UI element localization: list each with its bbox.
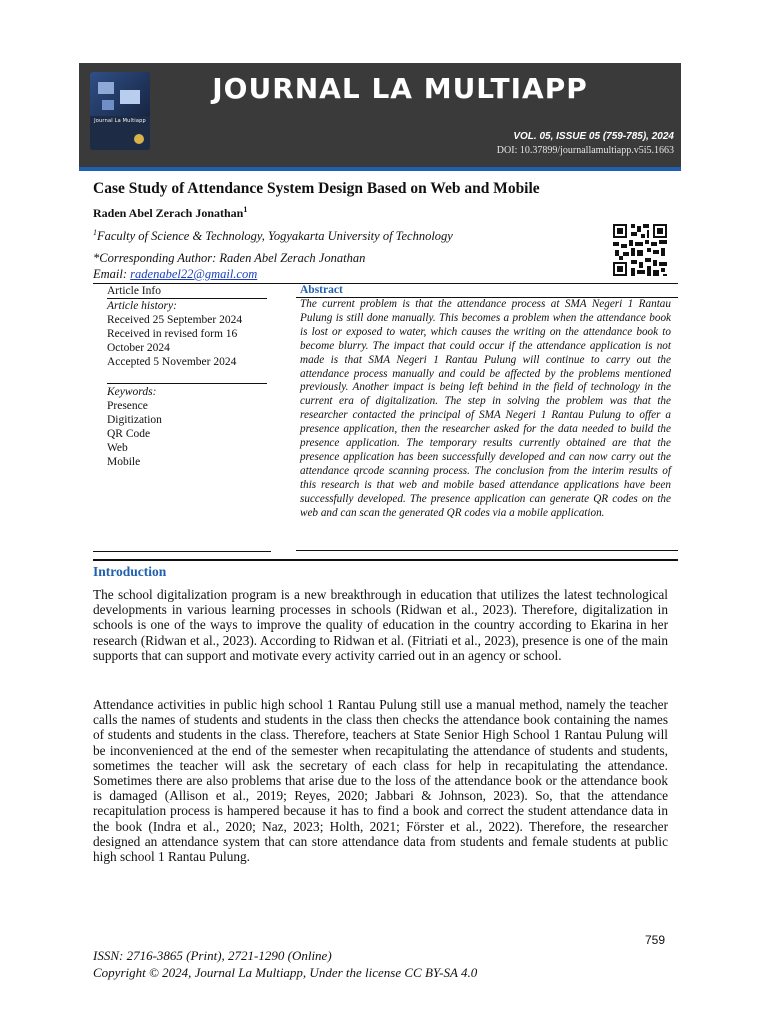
abstract-heading: Abstract — [300, 284, 343, 296]
doi[interactable]: DOI: 10.37899/journallamultiapp.v5i5.1663 — [496, 145, 674, 156]
author-name-text: Raden Abel Zerach Jonathan — [93, 206, 244, 220]
email-label: Email: — [93, 267, 131, 281]
keyword-item: Web — [107, 442, 128, 454]
received-date: Received 25 September 2024 — [107, 314, 243, 326]
copyright: Copyright © 2024, Journal La Multiapp, Under the license CC BY-SA 4.0 — [93, 965, 478, 980]
section-divider — [93, 559, 678, 561]
intro-paragraph-1: The school digitalization program is a new breakthrough in education that utilizes the latest technological developments in various learning processes in schools (Ridwan et al., 2023). Therefore, digitalization in schools is one of the ways to improve the quality of education in the country according to Ekarina in her research (Ridwan et al., 2023). According to Ridwan et al. (Fitriati et al., 2023), presence is one of the main supports that can support and motivate every activity carried out in an agency or school. — [93, 587, 668, 663]
revised-date-line1: Received in revised form 16 — [107, 328, 238, 340]
email-link[interactable]: radenabel22@gmail.com — [130, 267, 258, 281]
keyword-item: Presence — [107, 400, 148, 412]
author-name — [93, 205, 247, 221]
keywords-rule — [107, 383, 267, 384]
history-label: Article history: — [107, 300, 177, 312]
keywords-block — [107, 385, 272, 469]
introduction-heading: Introduction — [93, 564, 167, 579]
affiliation-superscript: 1 — [93, 228, 97, 237]
revised-date-line2: October 2024 — [107, 342, 170, 354]
banner-accent-stripe — [79, 167, 681, 171]
email-line — [93, 267, 257, 282]
accepted-date: Accepted 5 November 2024 — [107, 356, 237, 368]
abstract-bottom-rule — [296, 550, 678, 551]
journal-title: JOURNAL LA MULTIAPP — [212, 72, 588, 105]
cover-tile — [98, 82, 114, 94]
volume-issue: VOL. 05, ISSUE 05 (759-785), 2024 — [513, 131, 674, 142]
affiliation — [93, 228, 453, 244]
corresponding-author: *Corresponding Author: Raden Abel Zerach Jonathan — [93, 251, 366, 265]
cover-tile — [120, 90, 140, 104]
keyword-item: Mobile — [107, 456, 141, 468]
article-history — [107, 299, 272, 369]
article-info-heading: Article Info — [107, 285, 161, 297]
journal-cover-image — [90, 72, 150, 150]
author-superscript: 1 — [243, 205, 248, 214]
intro-paragraph-2: Attendance activities in public high school 1 Rantau Pulung still use a manual method, namely the teacher calls the names of students and students in the class then checks the attendance book containing the names of students and students in the class. Therefore, teachers at State Senior High School 1 Rantau Pulung will be inconvenienced at the end of the semester when recapitulating the attendance of students and students, sometimes the teacher will ask the secretary of each class for help in recapitulating the attendance. Sometimes there are also problems that arise due to the loss of the attendance book or the attendance book is damaged (Allison et al., 2019; Reyes, 2020; Jabbari & Johnson, 2023). So, that the attendance recapitulation process is hampered because it has to find a book and correct the student attendance data in the book (Indra et al., 2020; Naz, 2023; Holth, 2021; Förster et al., 2022). Therefore, the researcher designed an attendance system that can store attendance data from students and female students at public high school 1 Rantau Pulung. — [93, 697, 668, 865]
keywords-label: Keywords: — [107, 386, 157, 398]
cover-title: Journal La Multiapp — [94, 118, 146, 124]
issn: ISSN: 2716-3865 (Print), 2721-1290 (Online) — [93, 948, 332, 963]
cover-tile — [102, 100, 114, 110]
qr-code-icon — [613, 224, 667, 276]
info-top-rule — [93, 283, 678, 284]
keyword-item: QR Code — [107, 428, 151, 440]
abstract-text: The current problem is that the attendance process at SMA Negeri 1 Rantau Pulung is still done manually. This becomes a problem when the attendance book is lost or exposed to water, which causes the writing on the attendance book to become blurry. The impact that could occur if the attendance application is not made is that SMA Negeri 1 Rantau Pulung will continue to carry out the attendance process manually and could be affected by the problems mentioned previously. Another impact is being left behind in the field of technology in the current era of digitalization. The step in solving the problem was that the researcher contacted the principal of SMA Negeri 1 Rantau Pulung to offer a presence application, then the researcher asked for the data needed to build the presence application. The temporary results currently obtained are that the presence application has been successfully developed and can now carry out the attendance qrcode scanning process. The conclusion from the interim results of this research is that web and mobile based attendance applications have been successfully developed. The presence application can generate QR codes on the web and can scan the generated QR codes via a mobile application. — [300, 298, 671, 519]
keyword-item: Digitization — [107, 414, 162, 426]
paper-title: Case Study of Attendance System Design Based on Web and Mobile — [93, 180, 540, 197]
info-bottom-rule — [93, 551, 271, 552]
affiliation-text: Faculty of Science & Technology, Yogyakarta University of Technology — [97, 229, 453, 244]
cover-badge — [134, 134, 144, 144]
page-number: 759 — [645, 933, 666, 947]
